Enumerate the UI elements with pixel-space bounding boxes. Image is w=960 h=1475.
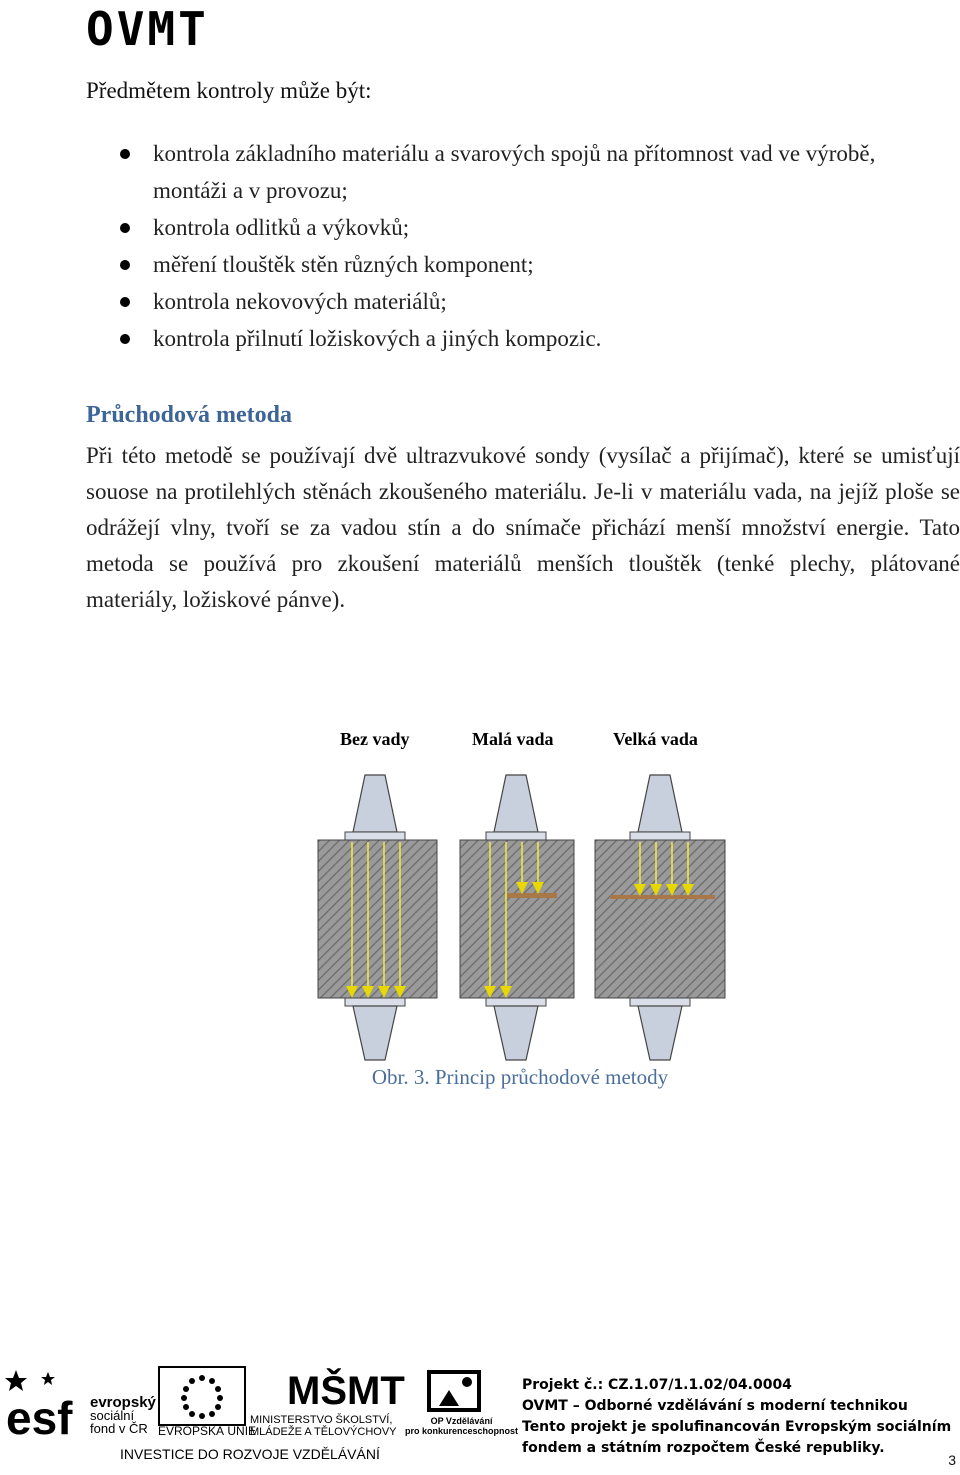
figure-label-large-defect: Velká vada — [613, 729, 698, 749]
project-line: Tento projekt je spolufinancován Evropským sociálním — [522, 1419, 952, 1435]
bullet-icon — [120, 260, 130, 270]
list-item — [86, 209, 926, 246]
figure-caption: Obr. 3. Princip průchodové metody — [371, 1065, 669, 1089]
msmt-text-line: MINISTERSTVO ŠKOLSTVÍ, — [250, 1414, 393, 1426]
esf-logo — [6, 1368, 88, 1443]
figure — [300, 720, 740, 1100]
msmt-logo — [285, 1364, 405, 1415]
list-item-text: kontrola odlitků a výkovků; — [153, 215, 410, 240]
figure-label-no-defect: Bez vady — [340, 729, 410, 749]
op-logo — [425, 1366, 483, 1419]
list-item-text: kontrola přilnutí ložiskových a jiných kompozic. — [153, 326, 602, 351]
bullet-icon — [120, 149, 130, 159]
ovmt-logo: OVMT — [86, 2, 209, 56]
list-item — [86, 246, 926, 283]
section-body: Při této metodě se používají dvě ultrazvukové sondy (vysílač a přijímač), které se umisťují souose na protilehlých stěnách zkoušeného materiálu. Je-li v materiálu vada, na jejíž ploše se odrážejí vlny, tvoří se za vadou stín a do snímače přichází menší množství energie. Tato metoda se používá pro zkoušení materiálů menších tlouštěk (tenké plechy, plátované materiály, ložiskové pánve). — [86, 443, 960, 612]
figure-diagram — [300, 760, 740, 1100]
msmt-logo-icon — [285, 1364, 405, 1413]
eu-stars-icon — [160, 1368, 244, 1424]
list-item-text: kontrola nekovových materiálů; — [153, 289, 447, 314]
project-line: fondem a státním rozpočtem České republiky. — [522, 1440, 885, 1456]
list-item-text: měření tlouštěk stěn různých komponent; — [153, 252, 534, 277]
eu-text: EVROPSKÁ UNIE — [158, 1424, 257, 1438]
esf-text-line: fond v ČR — [90, 1421, 148, 1436]
svg-text:esf: esf — [6, 1392, 73, 1444]
esf-text — [90, 1396, 156, 1435]
bullet-icon — [120, 223, 130, 233]
op-text — [405, 1416, 518, 1436]
op-text-line: pro konkurenceschopnost — [405, 1426, 519, 1436]
intro-text: Předmětem kontroly může být: — [86, 78, 372, 103]
project-line: Projekt č.: CZ.1.07/1.1.02/04.0004 — [522, 1377, 792, 1393]
project-line: OVMT – Odborné vzdělávání s moderní technikou — [522, 1398, 908, 1414]
list-item — [86, 135, 926, 209]
investice-text: INVESTICE DO ROZVOJE VZDĚLÁVÁNÍ — [120, 1446, 380, 1462]
op-text-line: OP Vzdělávání — [430, 1416, 493, 1426]
list-item-text: kontrola základního materiálu a svarových spojů na přítomnost vad ve výrobě, montáži a v provozu; — [153, 141, 876, 203]
eu-flag — [158, 1366, 246, 1426]
panel-large-defect — [595, 775, 725, 1060]
panel-no-defect — [318, 775, 437, 1060]
figure-label-small-defect: Malá vada — [472, 729, 554, 749]
bullet-icon — [120, 297, 130, 307]
esf-text-line: sociální — [90, 1408, 135, 1423]
page-number: 3 — [948, 1452, 956, 1468]
list-item — [86, 283, 926, 320]
project-info — [522, 1375, 951, 1459]
msmt-text — [250, 1414, 397, 1438]
inspection-list — [86, 135, 926, 357]
panel-small-defect — [460, 775, 574, 1060]
esf-text-line: evropský — [90, 1394, 156, 1411]
section-heading: Průchodová metoda — [86, 402, 292, 428]
svg-text:MŠMT: MŠMT — [287, 1369, 405, 1413]
list-item — [86, 320, 926, 357]
esf-logo-icon — [6, 1368, 88, 1444]
msmt-text-line: MLÁDEŽE A TĚLOVÝCHOVY — [250, 1426, 397, 1438]
footer — [0, 1360, 960, 1475]
op-logo-icon — [425, 1366, 483, 1414]
bullet-icon — [120, 334, 130, 344]
